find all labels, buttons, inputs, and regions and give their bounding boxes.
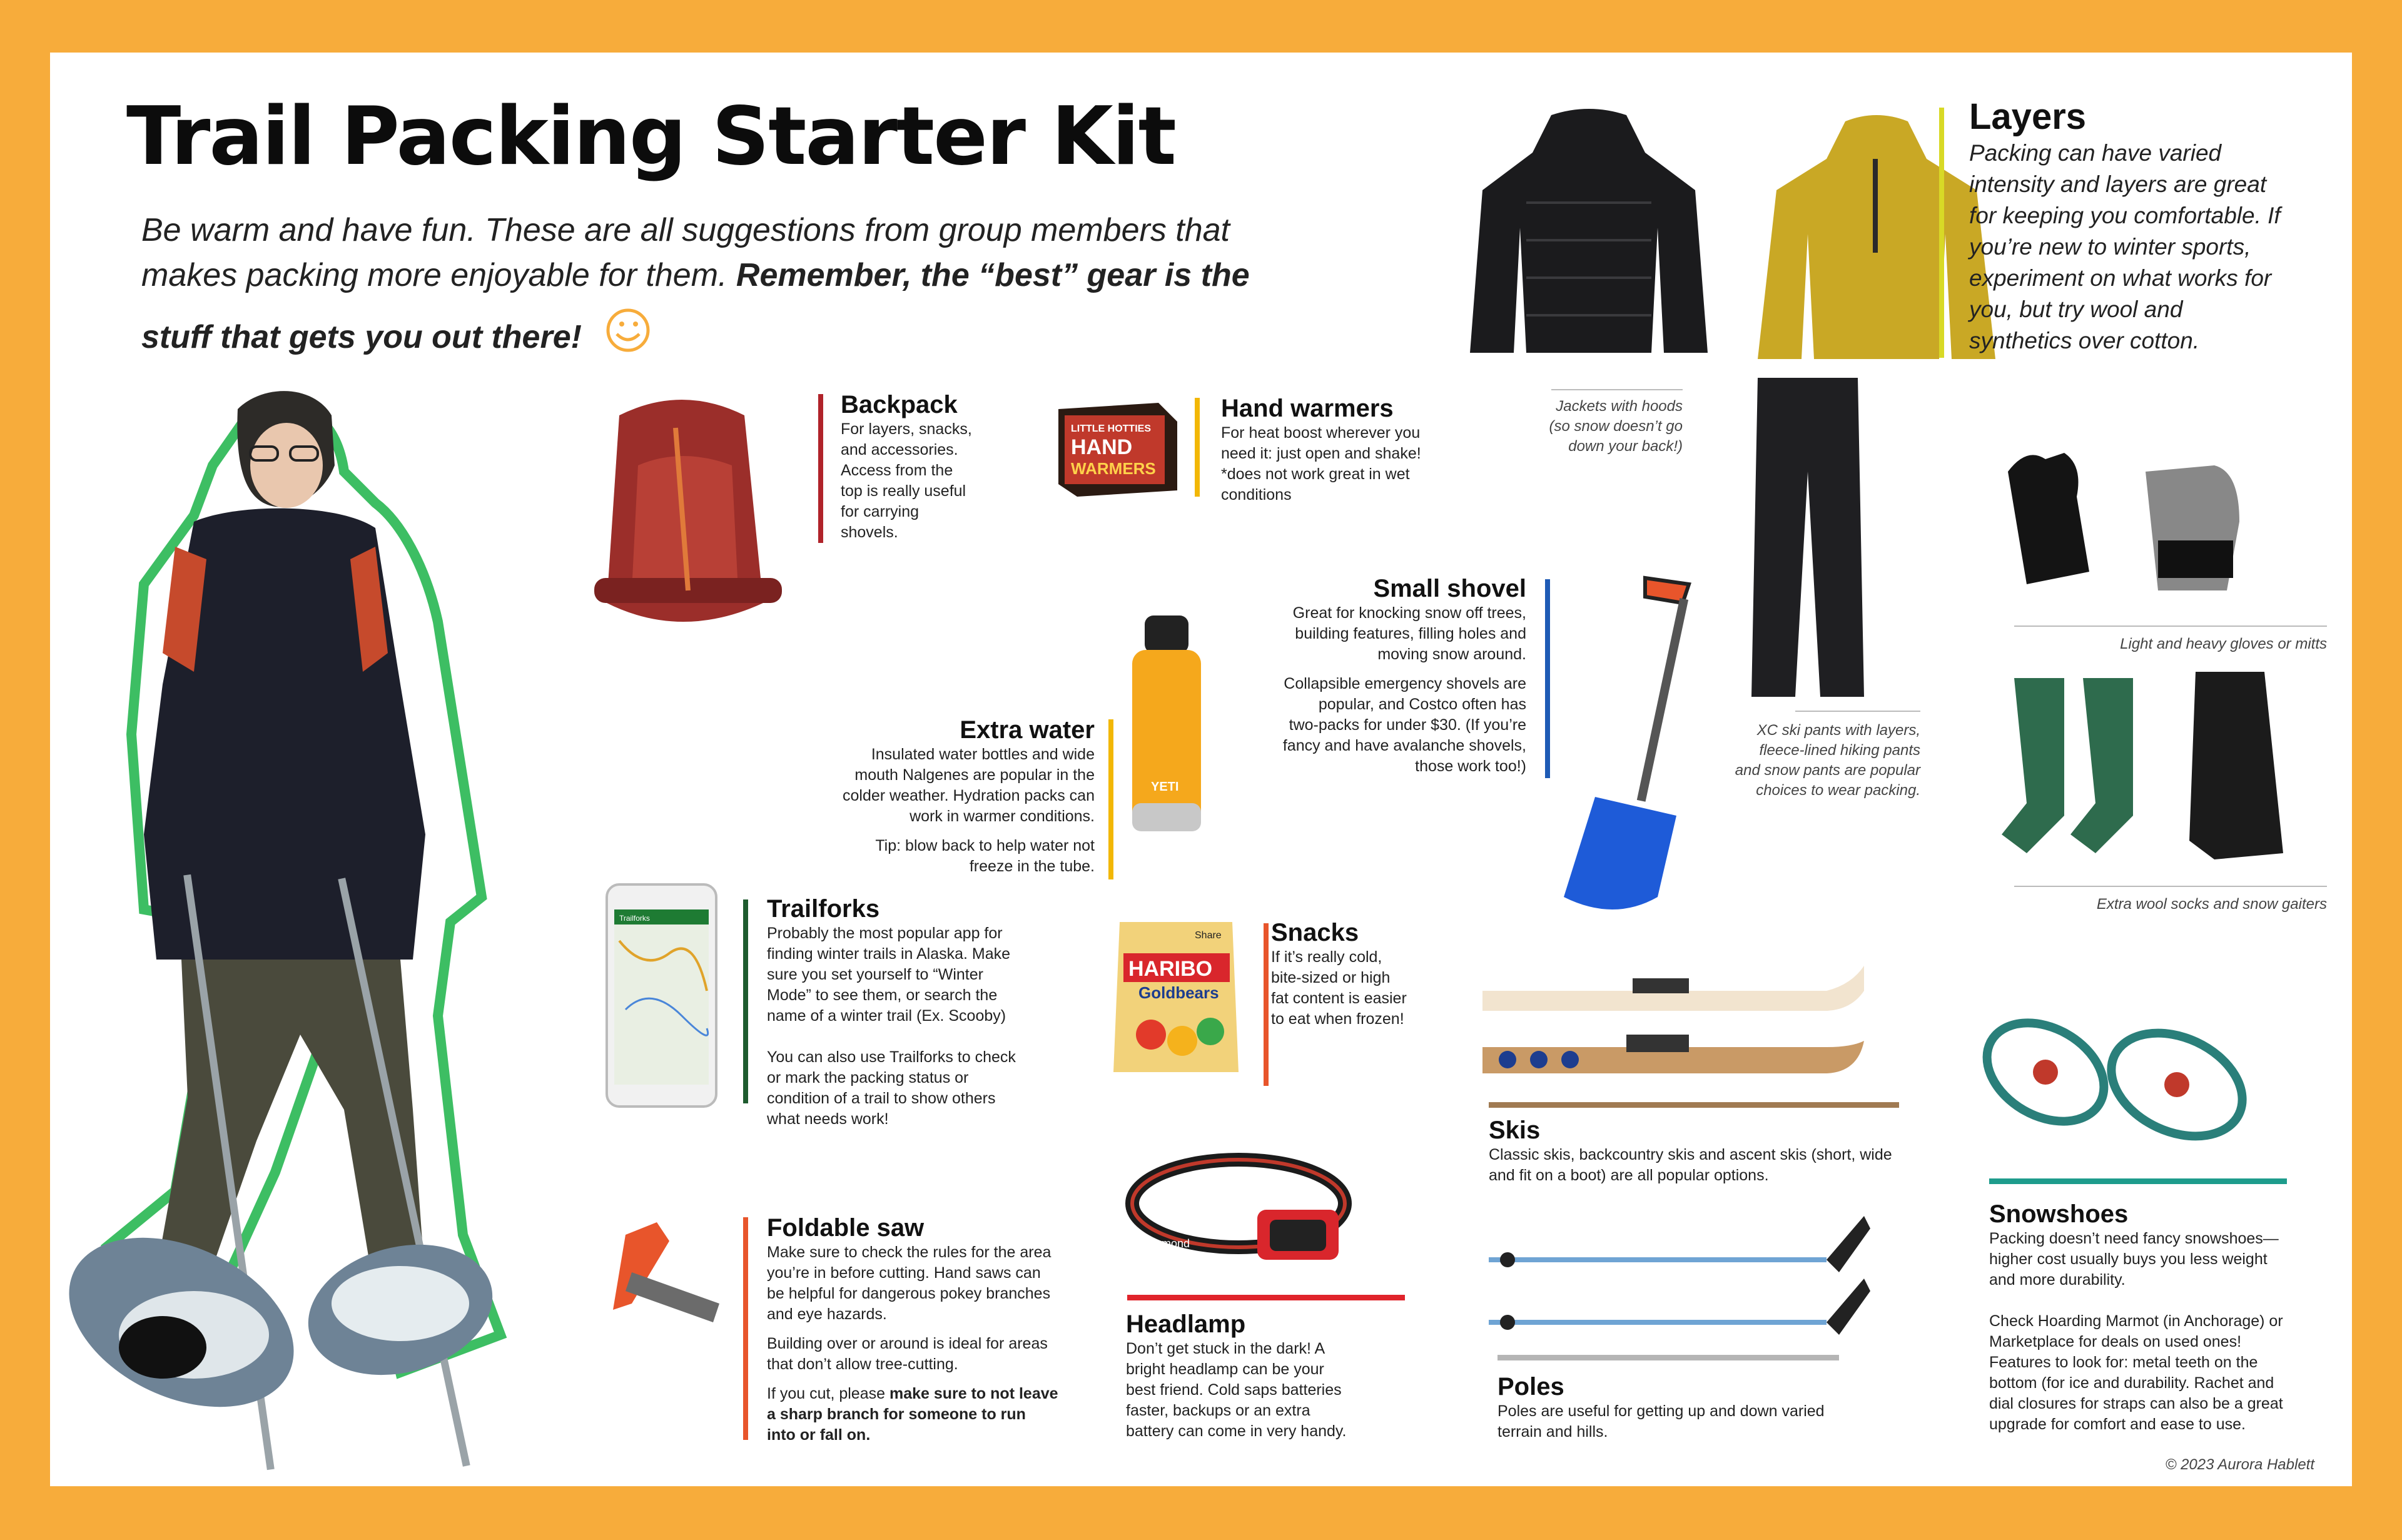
hand-warmers-title: Hand warmers <box>1221 395 1394 422</box>
trailforks-line: what needs work! <box>767 1110 889 1128</box>
skis-line: Classic skis, backcountry skis and ascent skis (short, wide <box>1489 1146 1892 1163</box>
foldable-saw-title: Foldable saw <box>767 1214 925 1242</box>
backpack-line: top is really useful <box>841 482 966 500</box>
backpack-line: shovels. <box>841 524 898 541</box>
hand-warmers-image <box>1052 397 1183 503</box>
saw-line: If you cut, please <box>767 1385 886 1402</box>
saw-line-bold: into or fall on. <box>767 1426 871 1444</box>
trailforks-line: condition of a trail to show others <box>767 1090 996 1107</box>
layers-line: synthetics over cotton. <box>1969 328 2200 353</box>
trailforks-bar <box>743 899 748 1103</box>
snowshoes-line: Check Hoarding Marmot (in Anchorage) or <box>1989 1312 2283 1330</box>
snacks-line: If it’s really cold, <box>1271 948 1382 966</box>
skis-image <box>1476 953 1877 1085</box>
hand-warmers-line: need it: just open and shake! <box>1221 445 1421 462</box>
backpack-bar <box>818 394 823 543</box>
snowshoes-line: dial closures for straps can also be a great <box>1989 1395 2283 1412</box>
foldable-saw-bar <box>743 1217 748 1440</box>
jackets-rule <box>1551 389 1683 390</box>
water-bottle-image <box>1126 615 1207 841</box>
snowshoes-line: bottom (for ice and durability. Rachet and <box>1989 1374 2274 1392</box>
headlamp-line: bright headlamp can be your <box>1126 1360 1324 1378</box>
poster-sheet <box>50 53 2352 1486</box>
snacks-line: to eat when frozen! <box>1271 1010 1404 1028</box>
water-line: Insulated water bottles and wide <box>871 746 1095 763</box>
caption-line: choices to wear packing. <box>1756 782 1920 799</box>
snacks-block <box>1266 918 1454 1030</box>
poles-line: Poles are useful for getting up and down varied <box>1497 1402 1825 1420</box>
water-line: Tip: blow back to help water not <box>875 837 1095 854</box>
headlamp-block <box>1126 1310 1407 1442</box>
hand-warmers-line: *does not work great in wet <box>1221 465 1410 483</box>
intro-line-1: Be warm and have fun. These are all suggestions from group members that <box>141 212 1230 248</box>
headlamp-line: best friend. Cold saps batteries <box>1126 1381 1342 1399</box>
snacks-share: Share <box>1195 930 1222 941</box>
extra-water-block <box>769 716 1095 877</box>
headlamp-line: Don’t get stuck in the dark! A <box>1126 1340 1325 1357</box>
saw-line: that don’t allow tree-cutting. <box>767 1355 958 1373</box>
snowshoes-image <box>1977 1003 2264 1172</box>
skis-block <box>1489 1116 1927 1186</box>
gloves-image <box>1989 447 2264 603</box>
layers-line: intensity and layers are great <box>1969 171 2267 197</box>
caption-line: Jackets with hoods <box>1556 398 1683 415</box>
skis-bar <box>1489 1102 1899 1108</box>
layers-block <box>1969 96 2319 357</box>
water-line: colder weather. Hydration packs can <box>843 787 1095 804</box>
headlamp-line: faster, backups or an extra <box>1126 1402 1310 1419</box>
snowshoes-p2 <box>1989 1311 2314 1435</box>
jackets-caption <box>1489 397 1683 457</box>
snowshoes-line: and more durability. <box>1989 1271 2126 1289</box>
intro-text <box>141 208 1330 360</box>
skis-line: and fit on a boot) are all popular options. <box>1489 1167 1769 1184</box>
layers-line: you, but try wool and <box>1969 296 2183 322</box>
shovel-line: moving snow around. <box>1377 646 1526 663</box>
backpack-block <box>841 390 1003 543</box>
saw-line: be helpful for dangerous pokey branches <box>767 1285 1051 1302</box>
small-shovel-p1 <box>1239 603 1526 665</box>
trailforks-line: sure you set yourself to “Winter <box>767 966 983 983</box>
intro-line-3-bold: stuff that gets you out there! <box>141 319 582 355</box>
shovel-line: fancy and have avalanche shovels, <box>1282 737 1526 754</box>
intro-line-2-bold: Remember, the “best” gear is the <box>736 257 1250 293</box>
snowshoes-block <box>1989 1200 2314 1435</box>
layers-title: Layers <box>1969 96 2087 137</box>
water-line: mouth Nalgenes are popular in the <box>854 766 1095 784</box>
shovel-line: two-packs for under $30. (If you’re <box>1289 716 1526 734</box>
layers-line: experiment on what works for <box>1969 265 2272 291</box>
foldable-saw-p2 <box>767 1334 1092 1375</box>
pants-rule <box>1795 711 1920 712</box>
backpack-line: for carrying <box>841 503 920 520</box>
extra-water-bar <box>1108 719 1113 879</box>
jacket-image <box>1457 103 1720 365</box>
saw-line: and eye hazards. <box>767 1305 887 1323</box>
water-line: freeze in the tube. <box>969 858 1095 875</box>
trailforks-title: Trailforks <box>767 895 880 923</box>
snowshoes-line: higher cost usually buys you less weight <box>1989 1250 2268 1268</box>
socks-gaiters-image <box>1989 672 2314 878</box>
shovel-line: those work too!) <box>1415 757 1526 775</box>
saw-line: you’re in before cutting. Hand saws can <box>767 1264 1041 1282</box>
small-shovel-title: Small shovel <box>1373 575 1526 602</box>
saw-line: Building over or around is ideal for areas <box>767 1335 1048 1352</box>
trailforks-line: or mark the packing status or <box>767 1069 969 1087</box>
snowshoes-line: upgrade for comfort and ease to use. <box>1989 1416 2246 1433</box>
snacks-title: Snacks <box>1271 919 1359 946</box>
backpack-image <box>582 390 788 647</box>
snacks-line: bite-sized or high <box>1271 969 1391 986</box>
backpack-text <box>841 419 1003 543</box>
caption-line: XC ski pants with layers, <box>1756 722 1920 739</box>
backpack-line: For layers, snacks, <box>841 420 972 438</box>
socks-rule <box>2014 886 2327 887</box>
snacks-text <box>1266 947 1454 1030</box>
headlamp-title: Headlamp <box>1126 1310 1246 1338</box>
page-title: Trail Packing Starter Kit <box>126 90 1175 183</box>
snacks-brand: HARIBO <box>1128 957 1213 981</box>
hand-warmers-line: conditions <box>1221 486 1292 504</box>
smiley-icon <box>602 306 658 357</box>
saw-image <box>588 1216 732 1329</box>
poles-line: terrain and hills. <box>1497 1423 1608 1441</box>
snacks-product: Goldbears <box>1138 983 1219 1002</box>
headlamp-brand: Diamond <box>1145 1237 1190 1250</box>
snowshoes-line: Marketplace for deals on used ones! <box>1989 1333 2242 1350</box>
gloves-caption: Light and heavy gloves or mitts <box>2120 636 2327 652</box>
caption-line: down your back!) <box>1568 438 1683 455</box>
trailforks-line: You can also use Trailforks to check <box>767 1048 1016 1066</box>
saw-line: Make sure to check the rules for the area <box>767 1244 1052 1261</box>
hand-warmers-product-2: WARMERS <box>1071 459 1156 478</box>
saw-line-bold: make sure to not leave <box>889 1385 1058 1402</box>
person-illustration <box>50 359 613 1485</box>
pants-image <box>1739 372 1877 709</box>
socks-caption: Extra wool socks and snow gaiters <box>2096 896 2327 913</box>
poles-image <box>1476 1203 1877 1341</box>
trailforks-block <box>767 894 1080 1130</box>
foldable-saw-p3 <box>767 1384 1092 1446</box>
caption-line: (so snow doesn’t go <box>1549 418 1683 435</box>
extra-water-p1 <box>769 744 1095 827</box>
trailforks-line: Mode” to see them, or search the <box>767 986 998 1004</box>
hand-warmers-product-1: HAND <box>1071 435 1133 459</box>
poles-block <box>1497 1372 1910 1442</box>
intro-line-2: makes packing more enjoyable for them. <box>141 257 727 293</box>
poles-title: Poles <box>1497 1373 1564 1401</box>
hand-warmers-brand: LITTLE HOTTIES <box>1071 423 1151 434</box>
shovel-line: building features, filling holes and <box>1295 625 1526 642</box>
trailforks-line: finding winter trails in Alaska. Make <box>767 945 1011 963</box>
snowshoes-line: Features to look for: metal teeth on the <box>1989 1354 2258 1371</box>
water-line: work in warmer conditions. <box>910 808 1095 825</box>
small-shovel-block <box>1239 574 1526 777</box>
gloves-rule <box>2014 626 2327 627</box>
hand-warmers-line: For heat boost wherever you <box>1221 424 1421 442</box>
poles-bar <box>1497 1355 1839 1360</box>
layers-line: for keeping you comfortable. If <box>1969 203 2281 228</box>
snowshoes-p1 <box>1989 1228 2314 1290</box>
snacks-image <box>1107 916 1245 1078</box>
trailforks-line: Probably the most popular app for <box>767 925 1003 942</box>
trailforks-line: name of a winter trail (Ex. Scooby) <box>767 1007 1006 1025</box>
caption-line: and snow pants are popular <box>1735 762 1920 779</box>
trailforks-p2 <box>767 1047 1080 1130</box>
copyright: © 2023 Aurora Hablett <box>2165 1456 2314 1473</box>
layers-line: Packing can have varied <box>1969 140 2222 166</box>
hand-warmers-block <box>1221 394 1484 505</box>
snowshoes-title: Snowshoes <box>1989 1200 2129 1228</box>
small-shovel-bar <box>1545 579 1550 778</box>
water-bottle-brand: YETI <box>1151 780 1179 794</box>
shovel-line: popular, and Costco often has <box>1318 696 1526 713</box>
small-shovel-p2 <box>1239 674 1526 777</box>
saw-line-bold: a sharp branch for someone to run <box>767 1406 1026 1423</box>
layers-bar <box>1939 108 1944 358</box>
skis-title: Skis <box>1489 1117 1541 1144</box>
shovel-line: Great for knocking snow off trees, <box>1292 604 1526 622</box>
extra-water-p2 <box>769 836 1095 877</box>
shovel-line: Collapsible emergency shovels are <box>1284 675 1526 692</box>
backpack-line: and accessories. <box>841 441 958 458</box>
snowshoes-bar <box>1989 1178 2287 1184</box>
foldable-saw-p1 <box>767 1242 1092 1325</box>
phone-app-header: Trailforks <box>619 914 650 923</box>
headlamp-bar <box>1127 1295 1405 1300</box>
hoodie-image <box>1751 109 2002 372</box>
headlamp-line: battery can come in very handy. <box>1126 1422 1347 1440</box>
snowshoes-line: Packing doesn’t need fancy snowshoes— <box>1989 1230 2279 1247</box>
shovel-image <box>1551 572 1726 922</box>
caption-line: fleece-lined hiking pants <box>1759 742 1920 759</box>
layers-line: you’re new to winter sports, <box>1969 234 2251 260</box>
backpack-line: Access from the <box>841 462 953 479</box>
layers-text <box>1969 138 2319 357</box>
backpack-title: Backpack <box>841 391 958 418</box>
foldable-saw-block <box>767 1213 1092 1446</box>
snacks-line: fat content is easier <box>1271 990 1407 1007</box>
hand-warmers-bar <box>1195 398 1200 497</box>
trailforks-p1 <box>767 923 1080 1026</box>
phone-image <box>607 884 719 1110</box>
extra-water-title: Extra water <box>960 716 1095 744</box>
headlamp-image <box>1126 1153 1351 1279</box>
